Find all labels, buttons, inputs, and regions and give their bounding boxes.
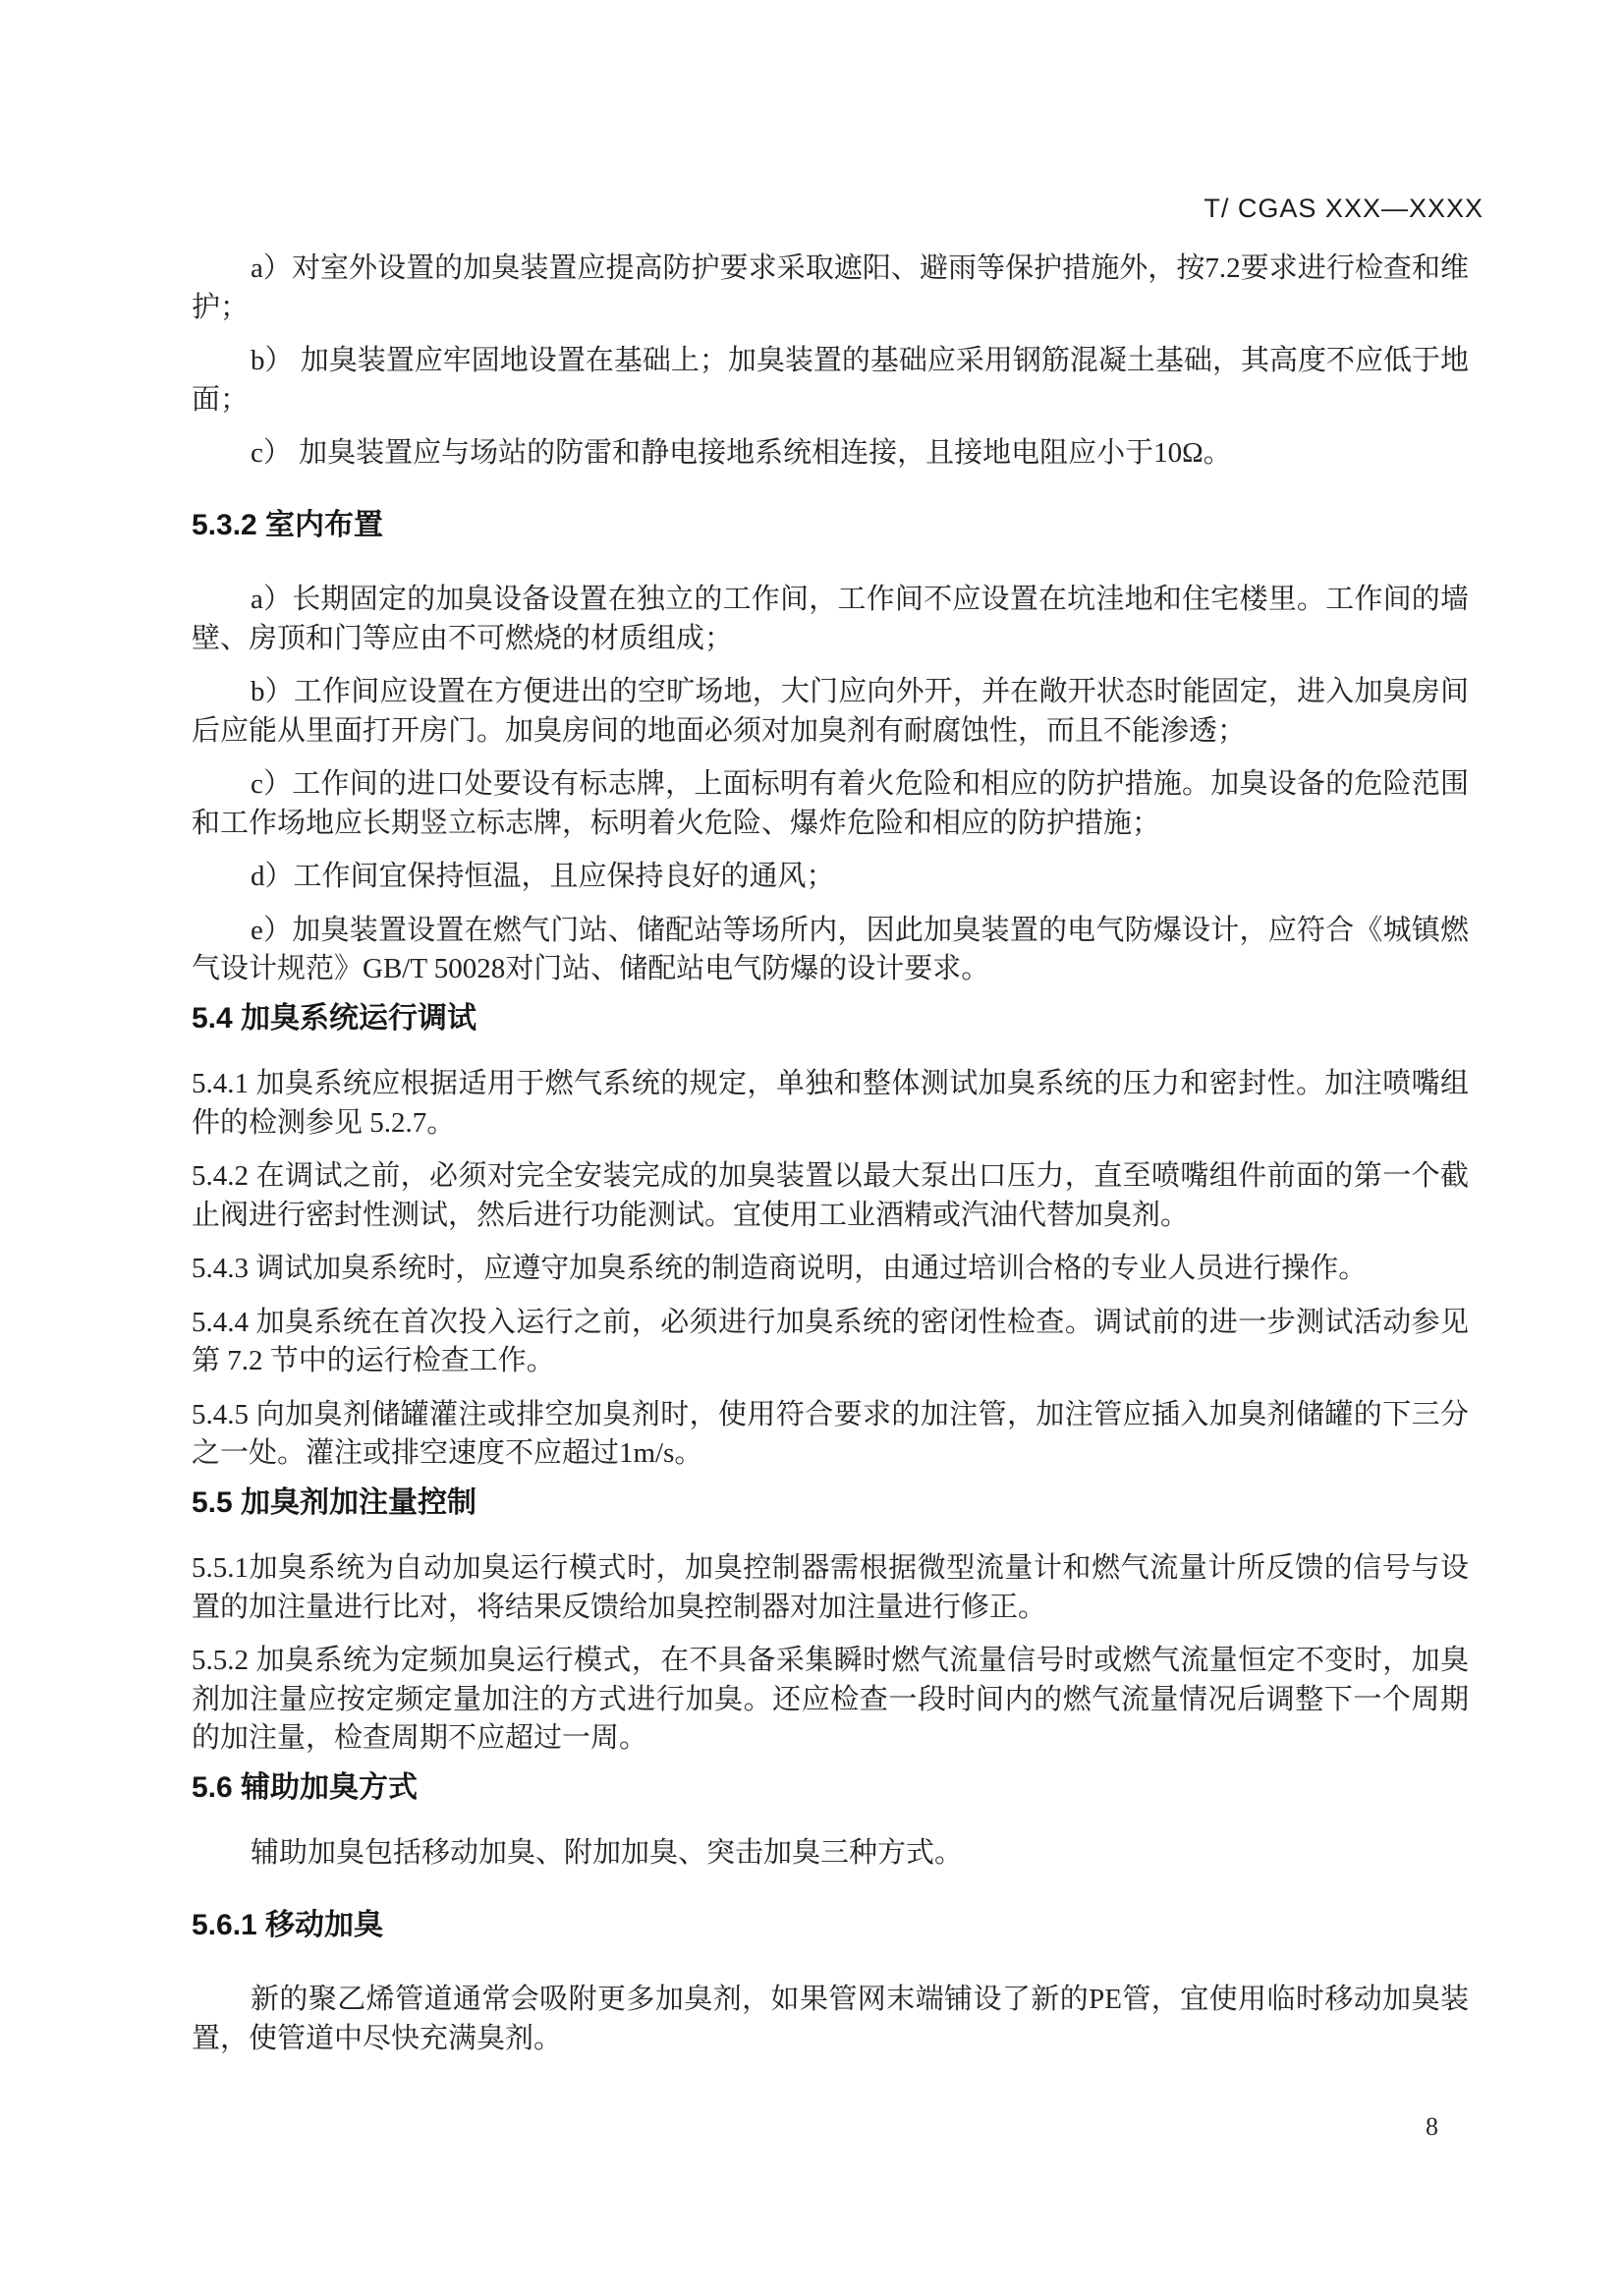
list-item-d-ventilation: d）工作间宜保持恒温，且应保持良好的通风；: [251, 861, 835, 892]
clause-5-4-5: 5.4.5 向加臭剂储罐灌注或排空加臭剂时，使用符合要求的加注管，加注管应插入加臭剂储罐的下三分之一处。灌注或排空速度不应超过1m/s。: [192, 1398, 1469, 1469]
subsection-heading-5-3-2: 5.3.2 室内布置: [192, 508, 384, 541]
list-item-e-explosion-proof: e）加臭装置设置在燃气门站、储配站等场所内，因此加臭装置的电气防爆设计，应符合《城镇燃气设计规范》GB/T 50028对门站、储配站电气防爆的设计要求。: [192, 914, 1469, 984]
list-item-b-workroom-site: b）工作间应设置在方便进出的空旷场地，大门应向外开，并在敞开状态时能固定，进入加臭房间后应能从里面打开房门。加臭房间的地面必须对加臭剂有耐腐蚀性，而且不能渗透；: [192, 676, 1469, 747]
list-item-b-foundation: b） 加臭装置应牢固地设置在基础上；加臭装置的基础应采用钢筋混凝土基础，其高度不应低于地面；: [192, 345, 1469, 416]
list-item-c-signage: c）工作间的进口处要设有标志牌，上面标明有着火危险和相应的防护措施。加臭设备的危险范围和工作场地应长期竖立标志牌，标明着火危险、爆炸危险和相应的防护措施；: [192, 768, 1469, 839]
clause-5-6-intro: 辅助加臭包括移动加臭、附加加臭、突击加臭三种方式。: [251, 1837, 964, 1869]
list-item-c-grounding: c） 加臭装置应与场站的防雷和静电接地系统相连接，且接地电阻应小于10Ω。: [251, 437, 1232, 469]
section-heading-5-4: 5.4 加臭系统运行调试: [192, 1001, 477, 1035]
page-number: 8: [1426, 2112, 1438, 2141]
section-heading-5-5: 5.5 加臭剂加注量控制: [192, 1485, 477, 1519]
clause-5-4-2: 5.4.2 在调试之前，必须对完全安装完成的加臭装置以最大泵出口压力，直至喷嘴组件前面的第一个截止阀进行密封性测试，然后进行功能测试。宜使用工业酒精或汽油代替加臭剂。: [192, 1160, 1469, 1231]
subsection-heading-5-6-1: 5.6.1 移动加臭: [192, 1908, 384, 1941]
list-item-a-workroom: a）长期固定的加臭设备设置在独立的工作间，工作间不应设置在坑洼地和住宅楼里。工作间的墙壁、房顶和门等应由不可燃烧的材质组成；: [192, 584, 1469, 654]
clause-5-4-4: 5.4.4 加臭系统在首次投入运行之前，必须进行加臭系统的密闭性检查。调试前的进一步测试活动参见第 7.2 节中的运行检查工作。: [192, 1306, 1469, 1376]
document-body: [192, 250, 1469, 2058]
clause-5-6-1-body: 新的聚乙烯管道通常会吸附更多加臭剂，如果管网末端铺设了新的PE管，宜使用临时移动加臭装置，使管道中尽快充满臭剂。: [192, 1984, 1469, 2054]
section-heading-5-6: 5.6 辅助加臭方式: [192, 1770, 419, 1804]
standard-code-header: T/ CGAS XXX—XXXX: [1204, 194, 1484, 223]
clause-5-5-1: 5.5.1加臭系统为自动加臭运行模式时，加臭控制器需根据微型流量计和燃气流量计所反馈的信号与设置的加注量进行比对，将结果反馈给加臭控制器对加注量进行修正。: [192, 1552, 1469, 1623]
list-item-a-outdoor: a）对室外设置的加臭装置应提高防护要求采取遮阳、避雨等保护措施外，按7.2要求进行检查和维护；: [192, 252, 1469, 323]
clause-5-5-2: 5.5.2 加臭系统为定频加臭运行模式，在不具备采集瞬时燃气流量信号时或燃气流量恒定不变时，加臭剂加注量应按定频定量加注的方式进行加臭。还应检查一段时间内的燃气流量情况后调整下一个周期的加注量，检查周期不应超过一周。: [192, 1645, 1469, 1754]
clause-5-4-1: 5.4.1 加臭系统应根据适用于燃气系统的规定，单独和整体测试加臭系统的压力和密封性。加注喷嘴组件的检测参见 5.2.7。: [192, 1068, 1469, 1139]
clause-5-4-3: 5.4.3 调试加臭系统时，应遵守加臭系统的制造商说明，由通过培训合格的专业人员进行操作。: [192, 1253, 1368, 1284]
